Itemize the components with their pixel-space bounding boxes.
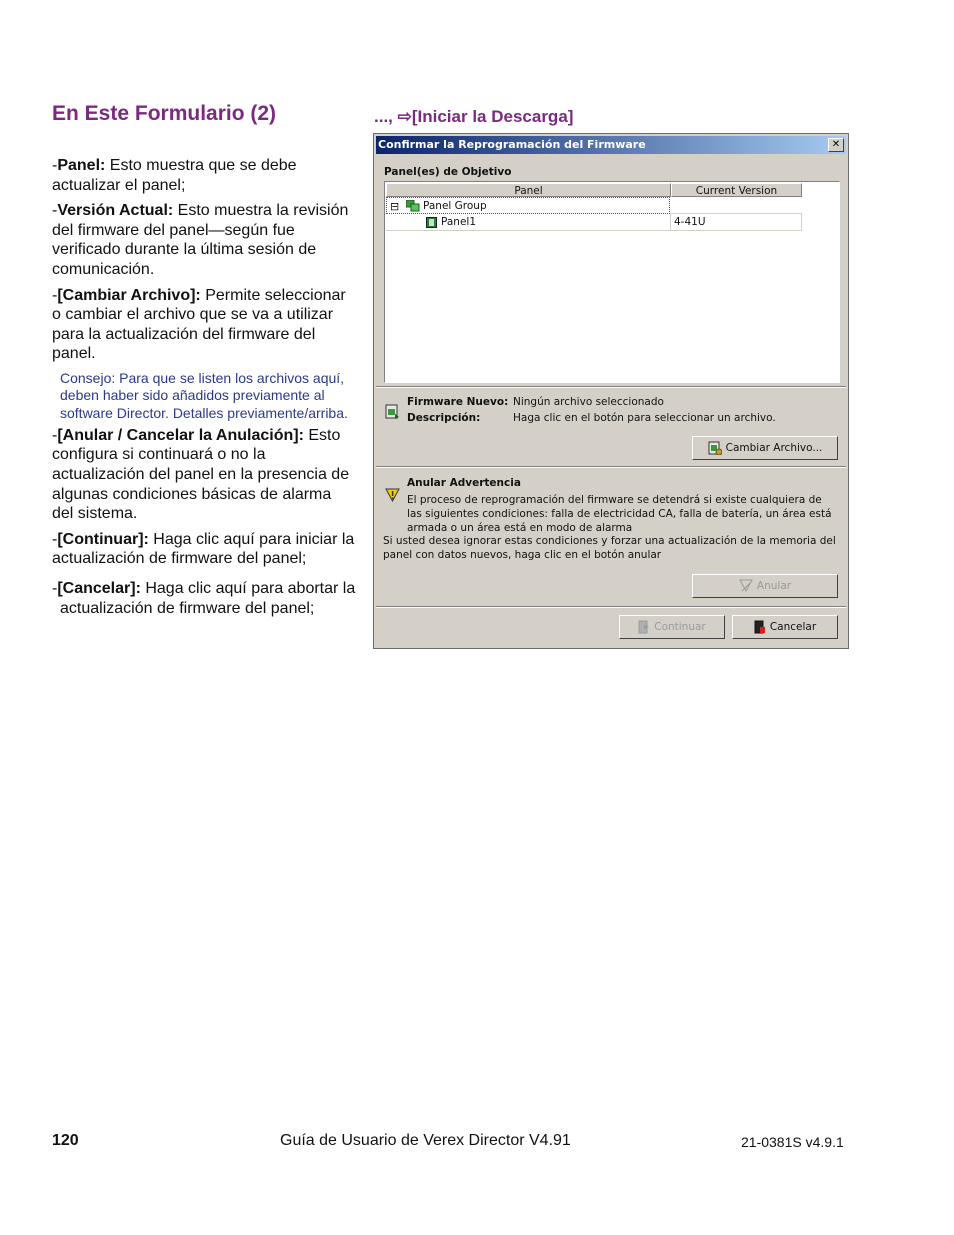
- version-cell: 4-41U: [671, 214, 802, 231]
- dialog-titlebar: [376, 136, 846, 154]
- override-warning-title: Anular Advertencia: [407, 477, 521, 489]
- panel-group-icon: [406, 200, 420, 212]
- collapse-toggle-icon[interactable]: ⊟: [390, 200, 400, 213]
- change-file-icon: [708, 441, 722, 455]
- field-descriptions: [52, 156, 357, 624]
- version-cell: [671, 197, 802, 214]
- tree-label-panel1: Panel1: [441, 216, 477, 228]
- override-button[interactable]: Anular: [692, 574, 838, 598]
- desc-panel: -Panel: Esto muestra que se debe actualizar el panel;: [52, 157, 297, 194]
- desc-continue: -[Continuar]: Haga clic aquí para iniciar la actualización de firmware del panel;: [52, 530, 355, 568]
- tree-label-panel-group: Panel Group: [423, 200, 487, 212]
- target-panels-label: Panel(es) de Objetivo: [384, 166, 512, 178]
- dialog-title: Confirmar la Reprogramación del Firmware: [378, 138, 646, 151]
- cancel-button[interactable]: Cancelar: [732, 615, 838, 639]
- desc-cancel: -[Cancelar]: Haga clic aquí para abortar la actualización de firmware del panel;: [52, 579, 356, 617]
- desc-current-version: -Versión Actual: Esto muestra la revisión del firmware del panel—según fue verificado durante la última sesión de comunicación.: [52, 202, 349, 278]
- document-code: 21-0381S v4.9.1: [741, 1134, 844, 1150]
- firmware-new-value: Ningún archivo seleccionado: [513, 396, 664, 408]
- override-instruction-text: Si usted desea ignorar estas condiciones y forzar una actualización de la memoria del panel con datos nuevos, haga clic en el botón anular: [383, 535, 836, 561]
- change-file-button[interactable]: Cambiar Archivo...: [692, 436, 838, 460]
- column-header-version[interactable]: Current Version: [671, 183, 802, 197]
- divider: [376, 606, 846, 608]
- description-label: Descripción:: [407, 412, 481, 424]
- page-number: 120: [52, 1132, 79, 1149]
- desc-override: -[Anular / Cancelar la Anulación]: Esto configura si continuará o no la actualización del panel en la presencia de algunas condiciones básicas de alarma del sistema.: [52, 426, 350, 523]
- continue-icon: [638, 620, 650, 634]
- description-value: Haga clic en el botón para seleccionar un archivo.: [513, 412, 776, 424]
- figure-title: ..., ⇨[Iniciar la Descarga]: [374, 107, 574, 126]
- continue-button[interactable]: Continuar: [619, 615, 725, 639]
- override-warning-text: El proceso de reprogramación del firmware se detendrá si existe cualquiera de las siguientes condiciones: falla de electricidad CA, falla de batería, un área está armada o un área está en modo de alarma: [407, 494, 832, 534]
- firmware-new-label: Firmware Nuevo:: [407, 396, 509, 408]
- desc-change-file: -[Cambiar Archivo]: Permite seleccionar o cambiar el archivo que se va a utilizar para la actualización del firmware del panel.: [52, 286, 346, 363]
- close-button[interactable]: ✕: [828, 138, 844, 152]
- firmware-file-icon: [385, 404, 401, 420]
- panel-tree-table[interactable]: [384, 181, 840, 383]
- divider: [376, 386, 846, 388]
- tree-row-panel-group[interactable]: [386, 197, 670, 214]
- cancel-icon: [754, 620, 766, 634]
- firmware-dialog: [373, 133, 849, 649]
- panel-icon: [426, 217, 437, 228]
- override-icon: [739, 579, 753, 593]
- guide-title: Guía de Usuario de Verex Director V4.91: [280, 1132, 571, 1149]
- tip-note: Consejo: Para que se listen los archivos aquí, deben haber sido añadidos previamente al software Director. Detalles previamente/arriba.: [60, 369, 348, 421]
- warning-icon: [385, 488, 400, 502]
- section-title: En Este Formulario (2): [52, 102, 277, 125]
- tree-row-panel1[interactable]: [386, 214, 671, 231]
- divider: [376, 466, 846, 468]
- column-header-panel[interactable]: Panel: [386, 183, 671, 197]
